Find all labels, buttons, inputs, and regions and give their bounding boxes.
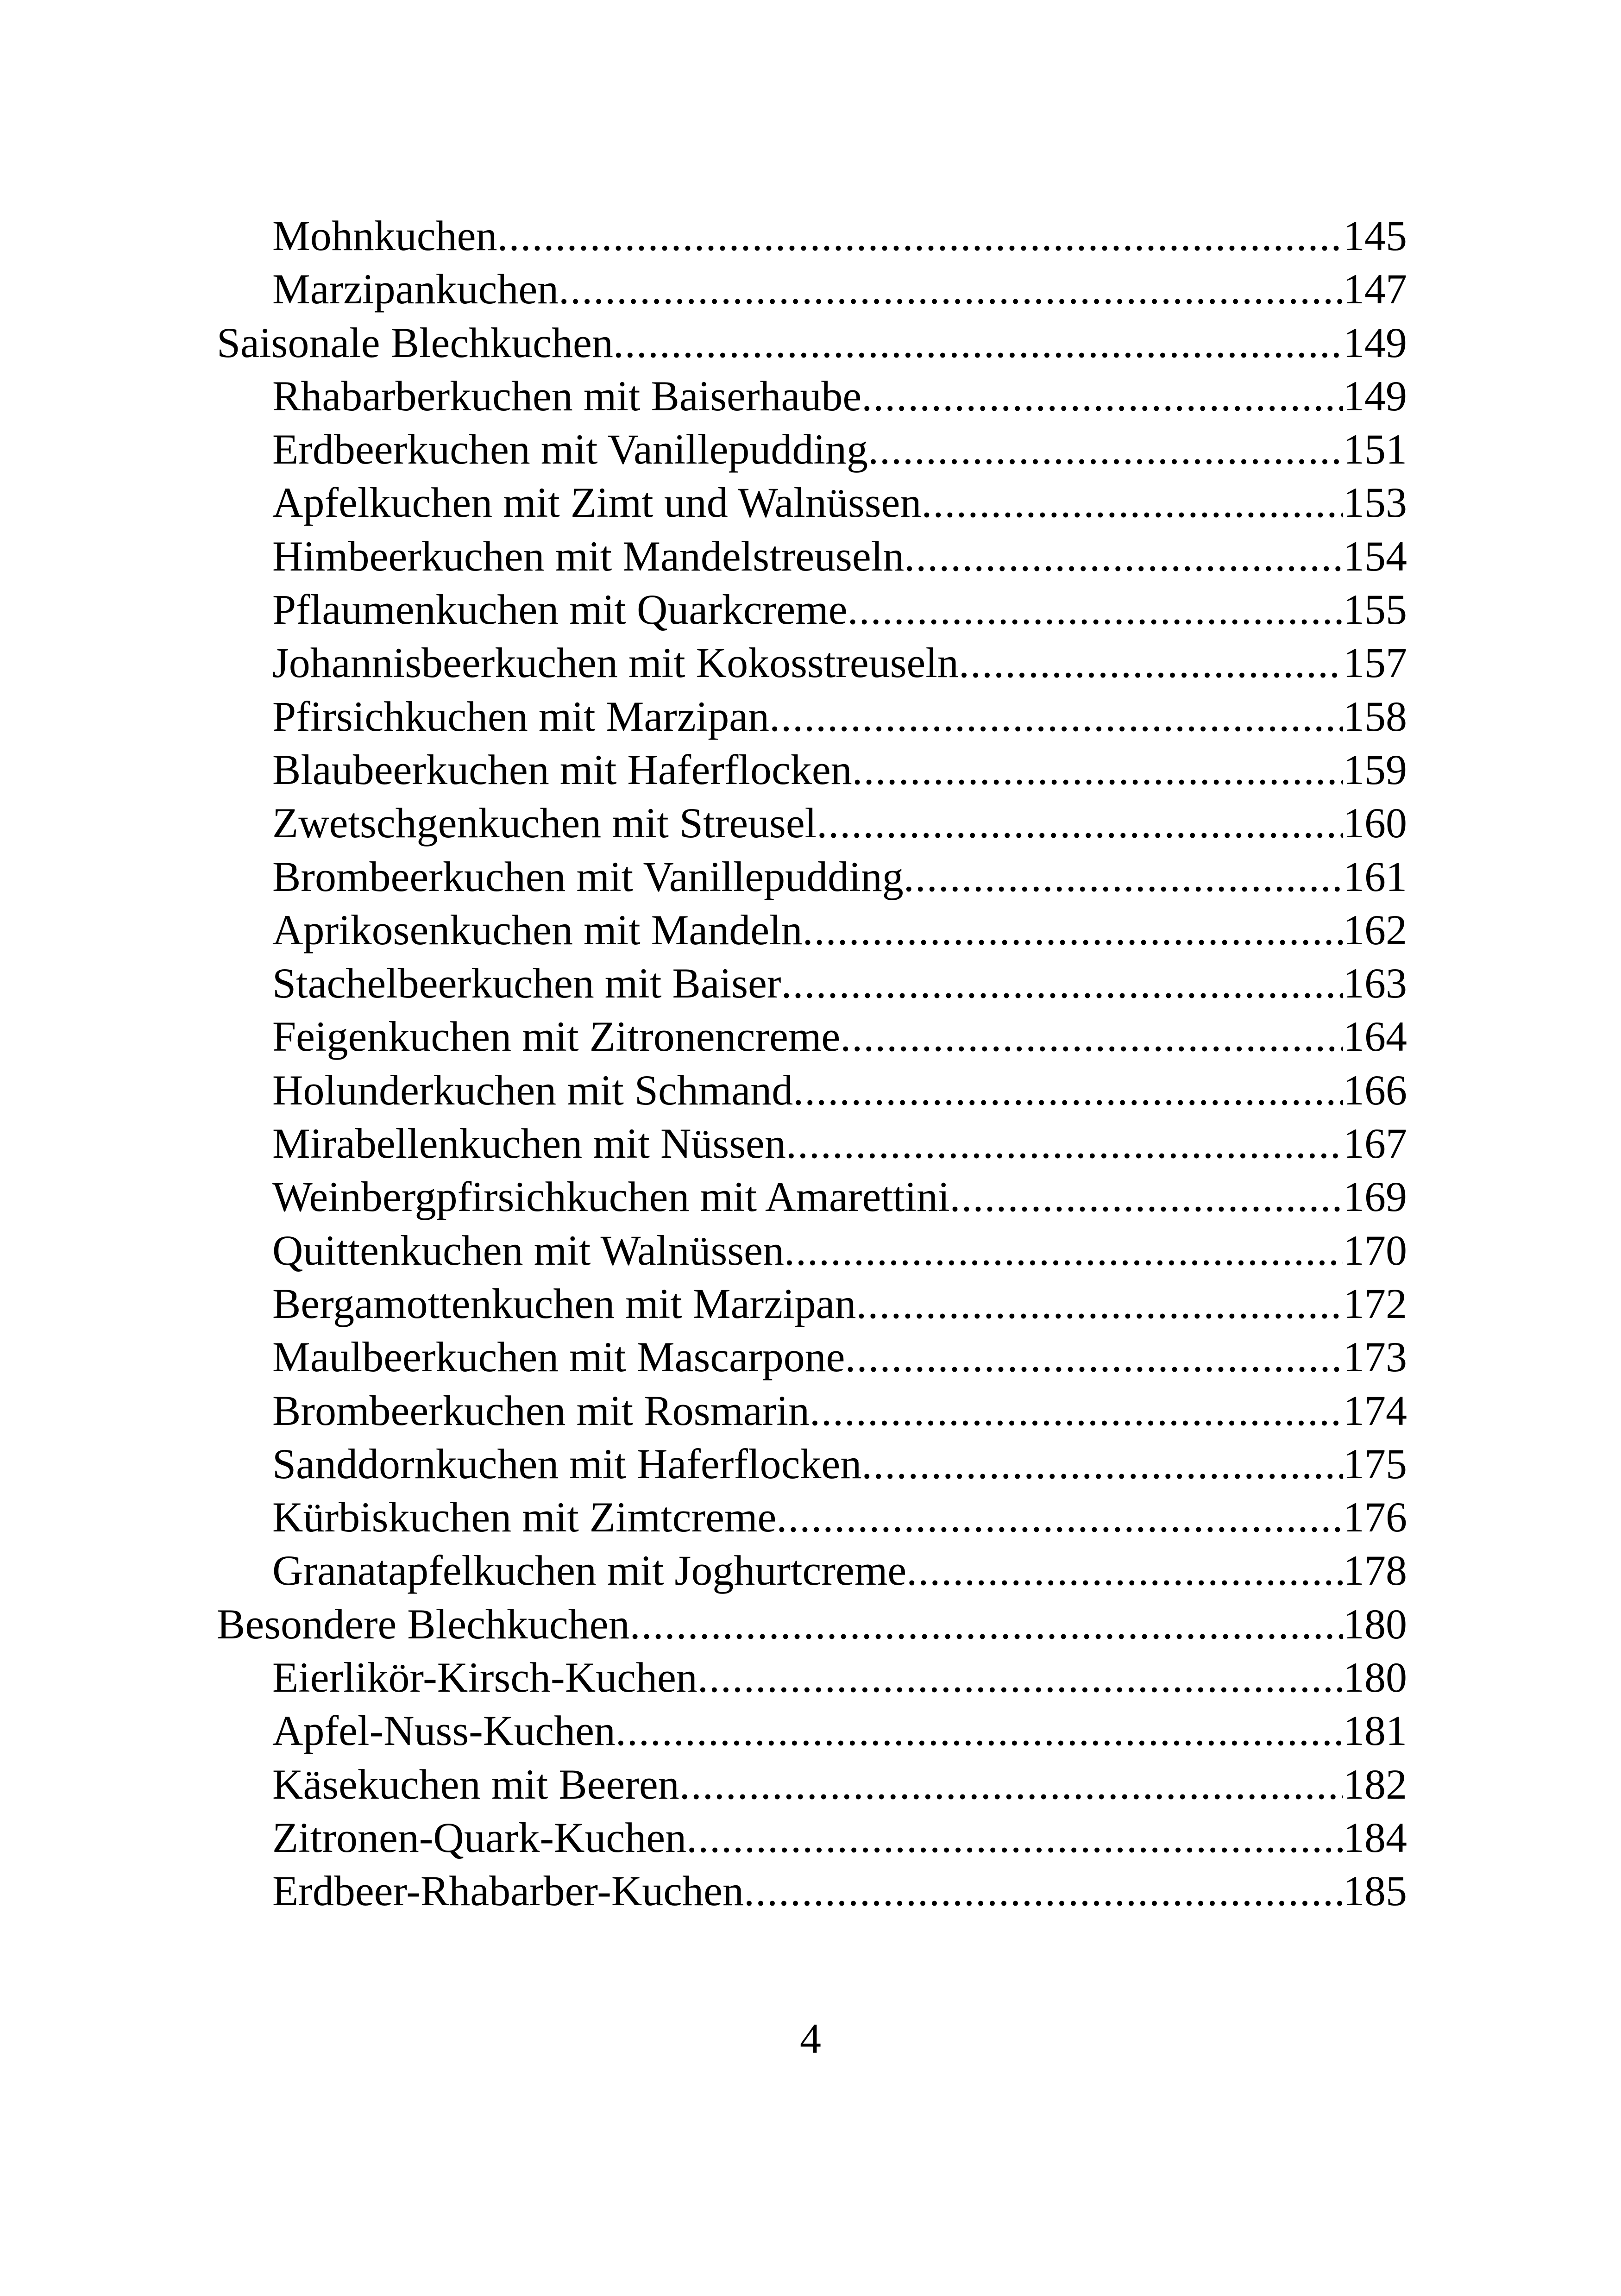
toc-entry[interactable] — [217, 957, 1407, 1010]
toc-entry[interactable] — [217, 1277, 1407, 1330]
toc-entry-page: 162 — [1343, 906, 1407, 954]
dot-leader — [921, 476, 1343, 529]
toc-entry[interactable] — [217, 209, 1407, 263]
dot-leader — [856, 1277, 1343, 1330]
toc-entry-title: Feigenkuchen mit Zitronencreme — [272, 1013, 841, 1060]
toc-entry[interactable] — [217, 1651, 1407, 1704]
toc-entry[interactable] — [217, 690, 1407, 743]
toc-entry-page: 163 — [1343, 960, 1407, 1007]
dot-leader — [697, 1651, 1343, 1704]
toc-entry-title: Erdbeerkuchen mit Vanillepudding — [272, 426, 868, 473]
toc-entry-title: Granatapfelkuchen mit Joghurtcreme — [272, 1547, 907, 1594]
dot-leader — [613, 316, 1343, 370]
toc-entry-page: 145 — [1343, 212, 1407, 259]
toc-entry-page: 180 — [1343, 1654, 1407, 1701]
toc-entry-title: Apfel-Nuss-Kuchen — [272, 1707, 616, 1755]
dot-leader — [904, 530, 1343, 583]
toc-entry-page: 151 — [1343, 426, 1407, 473]
dot-leader — [781, 957, 1343, 1010]
toc-entry-page: 167 — [1343, 1120, 1407, 1167]
toc-entry[interactable] — [217, 1544, 1407, 1597]
toc-entry-page: 184 — [1343, 1813, 1407, 1861]
dot-leader — [616, 1704, 1343, 1757]
toc-entry-page: 147 — [1343, 265, 1407, 313]
toc-entry-title: Kürbiskuchen mit Zimtcreme — [272, 1493, 777, 1541]
toc-entry-title: Saisonale Blechkuchen — [217, 319, 613, 366]
toc-entry-page: 178 — [1343, 1547, 1407, 1594]
toc-entry-title: Johannisbeerkuchen mit Kokosstreuseln — [272, 639, 959, 687]
toc-entry-page: 158 — [1343, 692, 1407, 740]
toc-entry-page: 173 — [1343, 1333, 1407, 1381]
toc-entry-page: 149 — [1343, 319, 1407, 366]
toc-entry[interactable] — [217, 316, 1407, 370]
toc-entry-page: 149 — [1343, 372, 1407, 420]
toc-entry-page: 159 — [1343, 746, 1407, 793]
toc-entry[interactable] — [217, 903, 1407, 957]
toc-entry-page: 185 — [1343, 1867, 1407, 1915]
toc-entry[interactable] — [217, 636, 1407, 690]
toc-entry-title: Stachelbeerkuchen mit Baiser — [272, 960, 781, 1007]
toc-entry-page: 161 — [1343, 853, 1407, 900]
toc-entry[interactable] — [217, 1758, 1407, 1811]
dot-leader — [769, 690, 1343, 743]
toc-entry-title: Zwetschgenkuchen mit Streusel — [272, 799, 817, 847]
dot-leader — [817, 797, 1343, 850]
dot-leader — [868, 423, 1343, 476]
toc-entry-page: 166 — [1343, 1066, 1407, 1114]
dot-leader — [793, 1064, 1343, 1117]
dot-leader — [845, 1330, 1343, 1384]
toc-entry-title: Zitronen-Quark-Kuchen — [272, 1813, 687, 1861]
toc-entry-page: 164 — [1343, 1013, 1407, 1060]
dot-leader — [497, 209, 1343, 263]
toc-entry[interactable] — [217, 1010, 1407, 1063]
toc-entry-title: Aprikosenkuchen mit Mandeln — [272, 906, 803, 954]
dot-leader — [852, 743, 1343, 797]
toc-entry-title: Brombeerkuchen mit Vanillepudding — [272, 853, 904, 900]
toc-entry[interactable] — [217, 1437, 1407, 1491]
table-of-contents — [217, 209, 1407, 1918]
dot-leader — [906, 1544, 1343, 1597]
dot-leader — [559, 263, 1343, 316]
dot-leader — [861, 1437, 1343, 1491]
toc-entry-title: Quittenkuchen mit Walnüssen — [272, 1226, 784, 1274]
toc-entry-title: Rhabarberkuchen mit Baiserhaube — [272, 372, 862, 420]
toc-entry-page: 160 — [1343, 799, 1407, 847]
toc-entry-title: Brombeerkuchen mit Rosmarin — [272, 1386, 810, 1434]
toc-entry[interactable] — [217, 263, 1407, 316]
toc-entry[interactable] — [217, 370, 1407, 423]
toc-entry-title: Marzipankuchen — [272, 265, 559, 313]
toc-entry-page: 153 — [1343, 479, 1407, 527]
toc-entry[interactable] — [217, 1170, 1407, 1223]
toc-entry[interactable] — [217, 423, 1407, 476]
toc-entry-page: 181 — [1343, 1707, 1407, 1755]
toc-entry-page: 174 — [1343, 1386, 1407, 1434]
toc-entry[interactable] — [217, 1117, 1407, 1170]
toc-entry[interactable] — [217, 530, 1407, 583]
dot-leader — [630, 1598, 1343, 1651]
toc-entry[interactable] — [217, 1224, 1407, 1277]
toc-entry-title: Weinbergpfirsichkuchen mit Amarettini — [272, 1173, 950, 1221]
dot-leader — [950, 1170, 1343, 1223]
dot-leader — [744, 1864, 1343, 1918]
toc-entry-title: Eierlikör-Kirsch-Kuchen — [272, 1654, 697, 1701]
toc-entry-page: 157 — [1343, 639, 1407, 687]
toc-entry-page: 175 — [1343, 1440, 1407, 1487]
toc-entry-title: Sanddornkuchen mit Haferflocken — [272, 1440, 862, 1487]
toc-entry-title: Besondere Blechkuchen — [217, 1600, 630, 1648]
toc-entry[interactable] — [217, 743, 1407, 797]
toc-entry-page: 182 — [1343, 1760, 1407, 1808]
toc-entry-title: Mirabellenkuchen mit Nüssen — [272, 1120, 786, 1167]
toc-entry-page: 172 — [1343, 1280, 1407, 1327]
toc-entry[interactable] — [217, 583, 1407, 636]
toc-entry-page: 180 — [1343, 1600, 1407, 1648]
toc-entry[interactable] — [217, 1598, 1407, 1651]
toc-entry-title: Käsekuchen mit Beeren — [272, 1760, 679, 1808]
dot-leader — [904, 850, 1343, 903]
dot-leader — [810, 1384, 1343, 1437]
toc-entry-title: Pfirsichkuchen mit Marzipan — [272, 692, 770, 740]
dot-leader — [848, 583, 1343, 636]
page-number: 4 — [800, 2015, 821, 2062]
toc-entry[interactable] — [217, 476, 1407, 529]
dot-leader — [786, 1117, 1343, 1170]
toc-entry-title: Himbeerkuchen mit Mandelstreuseln — [272, 532, 905, 580]
toc-entry[interactable] — [217, 1704, 1407, 1757]
dot-leader — [686, 1811, 1343, 1864]
toc-entry[interactable] — [217, 1384, 1407, 1437]
toc-entry-title: Bergamottenkuchen mit Marzipan — [272, 1280, 856, 1327]
toc-entry-page: 154 — [1343, 532, 1407, 580]
toc-entry-title: Maulbeerkuchen mit Mascarpone — [272, 1333, 845, 1381]
toc-entry-title: Blaubeerkuchen mit Haferflocken — [272, 746, 852, 793]
dot-leader — [803, 903, 1343, 957]
dot-leader — [679, 1758, 1343, 1811]
dot-leader — [861, 370, 1343, 423]
toc-entry-title: Apfelkuchen mit Zimt und Walnüssen — [272, 479, 922, 527]
toc-entry[interactable] — [217, 1064, 1407, 1117]
toc-entry-page: 155 — [1343, 586, 1407, 634]
toc-entry[interactable] — [217, 1864, 1407, 1918]
toc-entry[interactable] — [217, 797, 1407, 850]
toc-entry-title: Holunderkuchen mit Schmand — [272, 1066, 793, 1114]
dot-leader — [840, 1010, 1343, 1063]
toc-entry-title: Mohnkuchen — [272, 212, 497, 259]
dot-leader — [784, 1224, 1343, 1277]
dot-leader — [776, 1491, 1343, 1544]
toc-entry-page: 170 — [1343, 1226, 1407, 1274]
toc-entry-page: 176 — [1343, 1493, 1407, 1541]
dot-leader — [959, 636, 1343, 690]
toc-entry[interactable] — [217, 1330, 1407, 1384]
toc-entry-title: Erdbeer-Rhabarber-Kuchen — [272, 1867, 744, 1915]
toc-entry[interactable] — [217, 1811, 1407, 1864]
toc-entry[interactable] — [217, 1491, 1407, 1544]
toc-entry-title: Pflaumenkuchen mit Quarkcreme — [272, 586, 848, 634]
toc-entry[interactable] — [217, 850, 1407, 903]
toc-entry-page: 169 — [1343, 1173, 1407, 1221]
